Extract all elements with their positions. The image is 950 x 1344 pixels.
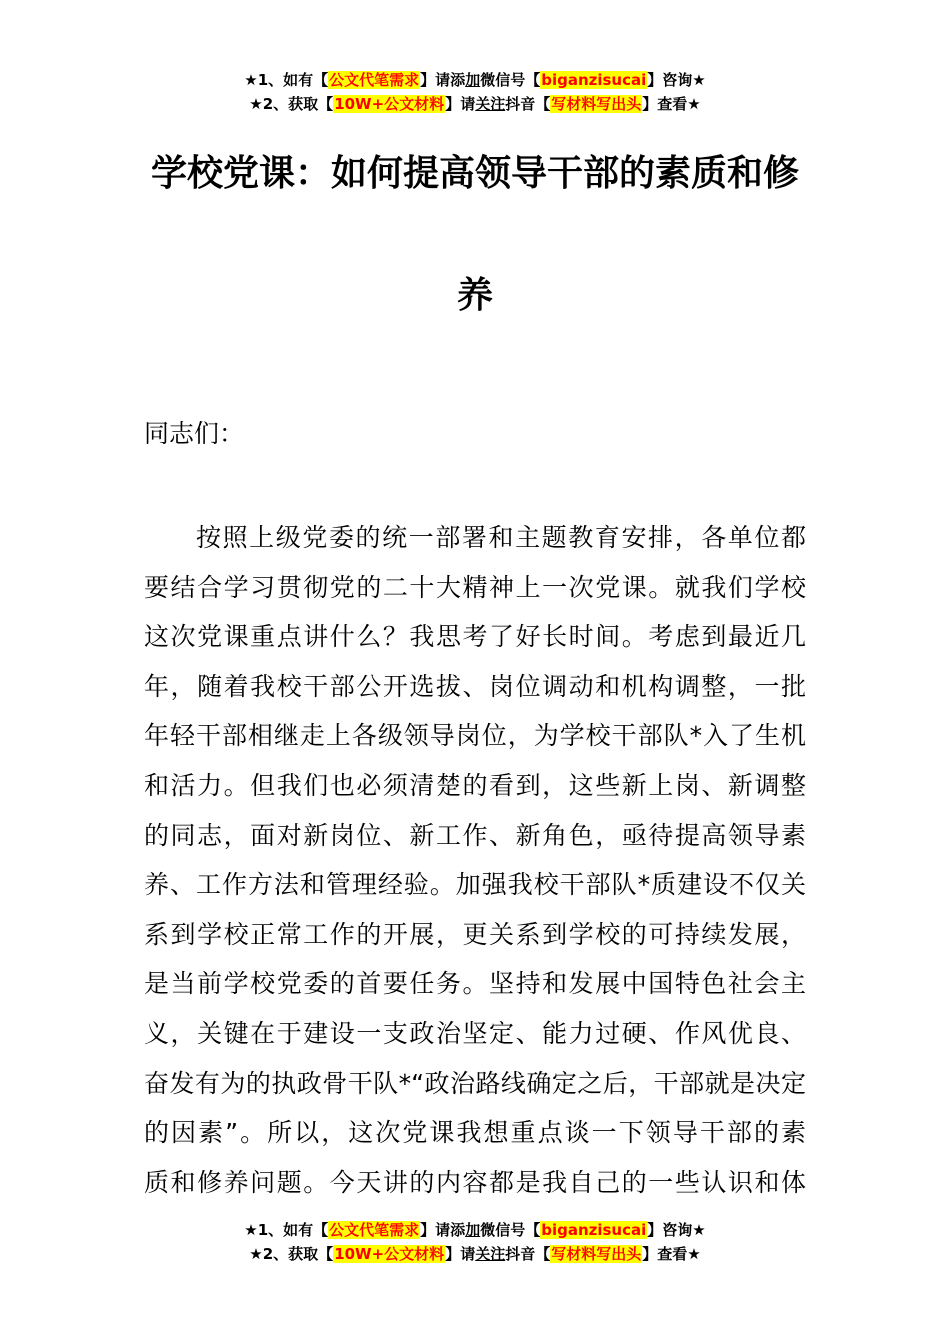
banner-underlined-text: 加 [465,71,481,89]
body-line: 养、工作方法和管理经验。加强我校干部队*质建设不仅关 [144,870,806,900]
banner-highlight: 写材料写出头 [551,1245,642,1263]
document-title-line-1: 学校党课：如何提高领导干部的素质和修 [150,153,799,194]
body-line: 是当前学校党委的首要任务。坚持和发展中国特色社会主 [144,969,806,999]
banner-underlined-text: 加 [465,1221,481,1239]
body-line: 这次党课重点讲什么？我思考了好长时间。考虑到最近几 [144,622,806,652]
banner-text: ★1、如有【 [244,1221,329,1239]
banner-text: 微信号【 [480,1221,541,1239]
banner-text: 】请 [445,95,476,113]
body-line: 年轻干部相继走上各级领导岗位，为学校干部队*入了生机 [144,721,806,751]
banner-text: ★2、获取【 [249,1245,334,1263]
banner-text: 】请 [445,1245,476,1263]
banner-text: ★1、如有【 [244,71,329,89]
body-line: 按照上级党委的统一部署和主题教育安排，各单位都 [196,523,806,552]
footer-banner [0,1218,950,1266]
banner-text: 】咨询★ [647,71,706,89]
banner-highlight: 10W+公文材料 [334,95,445,113]
banner-text: 抖音【 [505,1245,551,1263]
body-line: 年，随着我校干部公开选拔、岗位调动和机构调整，一批 [144,671,806,701]
banner-text: ★2、获取【 [249,95,334,113]
body-line: 奋发有为的执政骨干队*“政治路线确定之后，干部就是决定 [144,1068,806,1098]
body-line: 系到学校正常工作的开展，更关系到学校的可持续发展， [144,919,806,949]
body-paragraph [144,513,806,1207]
banner-text: 】请添 [420,71,466,89]
banner-highlight: 10W+公文材料 [334,1245,445,1263]
banner-text: 】请添 [420,1221,466,1239]
banner-highlight: 写材料写出头 [551,95,642,113]
body-line: 的因素”。所以，这次党课我想重点谈一下领导干部的素 [144,1118,806,1148]
body-line: 的同志，面对新岗位、新工作、新角色，亟待提高领导素 [144,820,806,850]
body-line: 和活力。但我们也必须清楚的看到，这些新上岗、新调整 [144,770,806,800]
document-title-line-2: 养 [456,275,493,316]
body-line: 义，关键在于建设一支政治坚定、能力过硬、作风优良、 [144,1018,806,1048]
banner-highlight: biganzisucai [541,71,647,89]
banner-underlined-text: 关注 [475,95,506,113]
banner-text: 】查看★ [642,1245,701,1263]
banner-text: 】查看★ [642,95,701,113]
body-line: 要结合学习贯彻党的二十大精神上一次党课。就我们学校 [144,572,806,602]
banner-highlight: biganzisucai [541,1221,647,1239]
banner-underlined-text: 关注 [475,1245,506,1263]
header-banner [0,68,950,116]
banner-text: 微信号【 [480,71,541,89]
banner-text: 抖音【 [505,95,551,113]
body-line: 质和修养问题。今天讲的内容都是我自己的一些认识和体 [144,1167,806,1197]
banner-line-1 [0,68,950,92]
banner-highlight: 公文代笔需求 [329,1221,420,1239]
banner-text: 】咨询★ [647,1221,706,1239]
banner-line-2 [0,92,950,116]
banner-line-1 [0,1218,950,1242]
banner-line-2 [0,1242,950,1266]
banner-highlight: 公文代笔需求 [329,71,420,89]
salutation: 同志们： [144,419,245,448]
